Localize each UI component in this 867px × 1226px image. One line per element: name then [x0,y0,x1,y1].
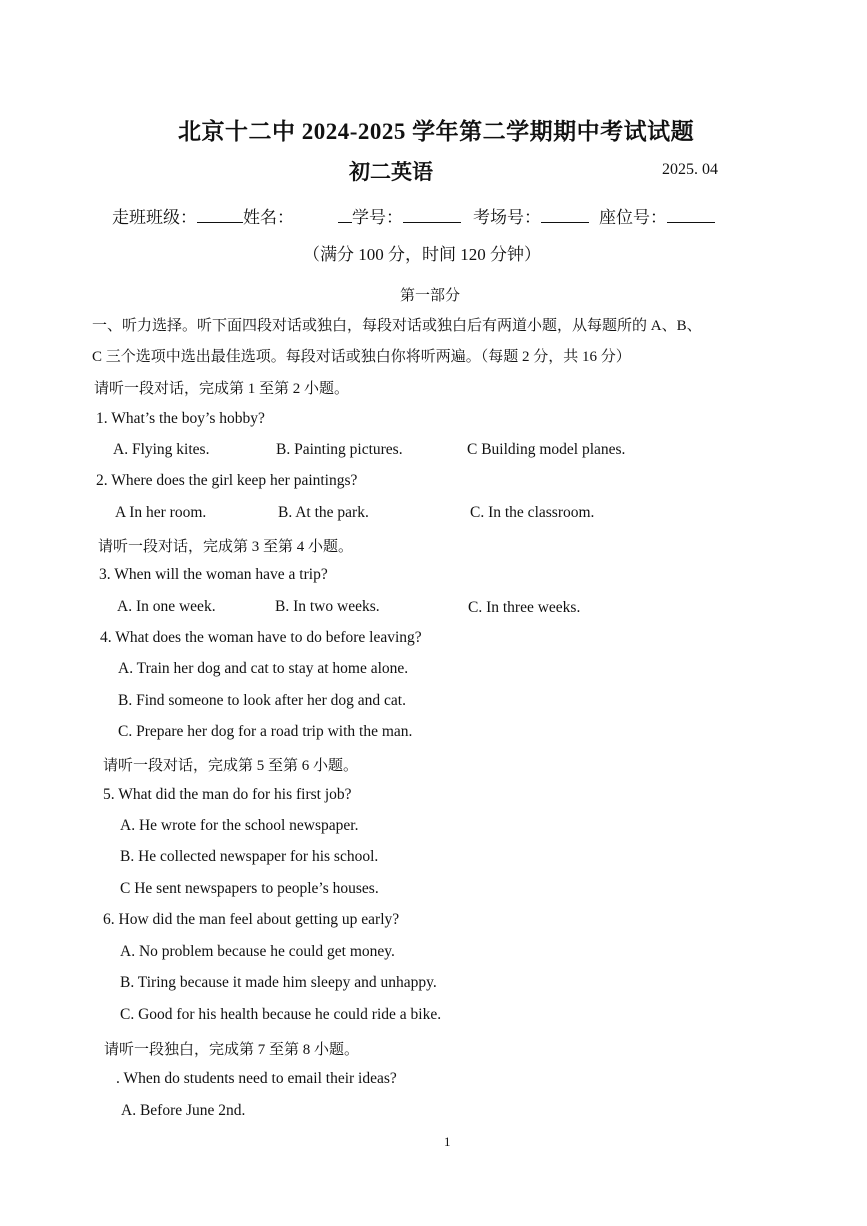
room-blank[interactable] [541,206,589,223]
page-number: 1 [444,1134,451,1149]
name-blank[interactable] [338,206,352,223]
q2-option-b[interactable]: B. At the park. [278,504,369,521]
question-6: 6. How did the man feel about getting up early? [103,911,400,928]
q3-option-b[interactable]: B. In two weeks. [275,598,380,615]
question-3: 3. When will the woman have a trip? [99,566,328,583]
exam-date: 2025. 04 [662,161,718,178]
question-7: . When do students need to email their ideas? [116,1070,397,1087]
section-instruction-line1: 一、听力选择。听下面四段对话或独白，每段对话或独白后有两道小题，从每题所的 A、B、 [92,318,702,334]
q2-option-a[interactable]: A In her room. [115,504,207,521]
monologue-instruction: 请听一段独白，完成第 7 至第 8 小题。 [104,1042,360,1058]
q5-option-a[interactable]: A. He wrote for the school newspaper. [120,817,359,834]
section-instruction-line2: C 三个选项中选出最佳选项。每段对话或独白你将听两遍。（每题 2 分，共 16 分） [92,349,631,365]
q3-option-c[interactable]: C. In three weeks. [468,599,581,616]
q3-option-a[interactable]: A. In one week. [117,598,216,615]
name-label: 姓名： [243,208,294,227]
seat-blank[interactable] [667,206,715,223]
student-no-label: 学号： [352,208,403,227]
student-info-row [112,203,715,228]
q2-option-c[interactable]: C. In the classroom. [470,504,595,521]
room-label: 考场号： [473,208,541,227]
q1-option-a[interactable]: A. Flying kites. [113,441,210,458]
dialog-1-instruction: 请听一段对话，完成第 1 至第 2 小题。 [94,381,350,397]
score-time-note: （满分 100 分，时间 120 分钟） [303,245,541,264]
q4-option-b[interactable]: B. Find someone to look after her dog and cat. [118,692,406,709]
q1-option-c[interactable]: C Building model planes. [467,441,626,458]
student-no-blank[interactable] [403,206,461,223]
q6-option-c[interactable]: C. Good for his health because he could ride a bike. [120,1006,442,1023]
part-title: 第一部分 [400,288,461,304]
question-5: 5. What did the man do for his first job? [103,786,352,803]
q1-option-b[interactable]: B. Painting pictures. [276,441,403,458]
class-label: 走班班级： [112,208,197,227]
q4-option-c[interactable]: C. Prepare her dog for a road trip with the man. [118,723,413,740]
exam-title: 北京十二中 2024-2025 学年第二学期期中考试试题 [178,119,695,144]
seat-label: 座位号： [599,208,667,227]
q6-option-b[interactable]: B. Tiring because it made him sleepy and unhappy. [120,974,437,991]
dialog-2-instruction: 请听一段对话，完成第 3 至第 4 小题。 [98,539,354,555]
subject-title: 初二英语 [349,160,433,184]
dialog-3-instruction: 请听一段对话，完成第 5 至第 6 小题。 [103,758,359,774]
question-1: 1. What’s the boy’s hobby? [96,410,265,427]
question-2: 2. Where does the girl keep her paintings? [96,472,358,489]
class-blank[interactable] [197,206,243,223]
q5-option-c[interactable]: C He sent newspapers to people’s houses. [120,880,379,897]
question-4: 4. What does the woman have to do before leaving? [100,629,422,646]
q4-option-a[interactable]: A. Train her dog and cat to stay at home alone. [118,660,409,677]
q7-option-a[interactable]: A. Before June 2nd. [121,1102,246,1119]
q6-option-a[interactable]: A. No problem because he could get money. [120,943,395,960]
q5-option-b[interactable]: B. He collected newspaper for his school. [120,848,379,865]
